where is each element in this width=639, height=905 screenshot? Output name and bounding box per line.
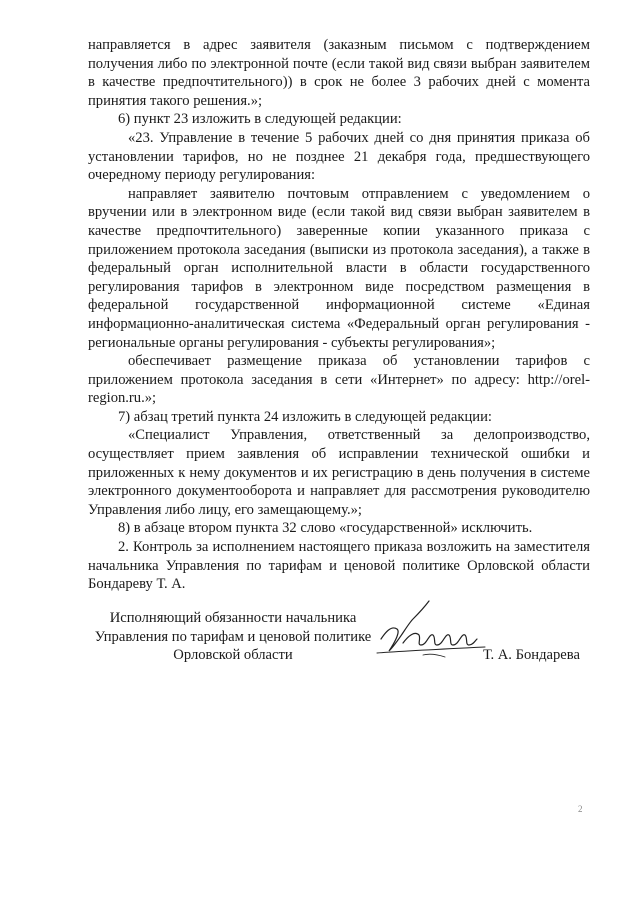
signatory-title [88, 609, 378, 665]
signatory-title-line: Орловской области [173, 647, 293, 664]
signature-block [88, 609, 590, 669]
handwritten-signature [373, 595, 493, 665]
paragraph-continuation: направляется в адрес заявителя (заказным письмом с подтверждением получения либо по электронной почте (если такой вид связи выбран заявителем в качестве предпочтительного)) в срок не более 3 рабочих дней с момента принятия такого решения.»; [88, 37, 590, 109]
page-number: 2 [578, 804, 583, 814]
document-body [88, 36, 590, 594]
paragraph-sends-applicant: направляет заявителю почтовым отправлением с уведомлением о вручении или в электронном виде (если такой вид связи выбран заявителем в качестве предпочтительного) заверенные копии указанного приказа с приложением протокола заседания (выписки из протокола заседания), а также в федеральный орган исполнительной власти в области государственного регулирования тарифов в электронном виде посредством размещения в федеральной государственной информационной системе «Единая информационно-аналитическая система «Федеральный орган регулирования - региональные органы регулирования - субъекты регулирования»; [88, 185, 590, 351]
signatory-title-line: Исполняющий обязанности начальника [109, 610, 357, 626]
paragraph-item-7: 7) абзац третий пункта 24 изложить в следующей редакции: [118, 408, 492, 425]
paragraph-publication: обеспечивает размещение приказа об установлении тарифов с приложением протокола заседания в сети «Интернет» по адресу: http://orel-region.ru.»; [88, 353, 590, 407]
paragraph-specialist: «Специалист Управления, ответственный за делопроизводство, осуществляет прием заявления об исправлении технической ошибки и приложенных к нему документов и их регистрацию в день получения в системе электронного документооборота и направляет для рассмотрения руководителю Управления либо лицу, его замещающему.»; [88, 427, 590, 518]
signatory-title-line: Управления по тарифам и ценовой политике [94, 628, 372, 645]
paragraph-control: 2. Контроль за исполнением настоящего приказа возложить на заместителя начальника Управления по тарифам и ценовой политике Орловской области Бондареву Т. А. [88, 539, 590, 593]
paragraph-item-8: 8) в абзаце втором пункта 32 слово «государственной» исключить. [118, 520, 533, 537]
paragraph-item-6: 6) пункт 23 изложить в следующей редакции: [118, 111, 402, 128]
signatory-name: Т. А. Бондарева [483, 647, 580, 663]
paragraph-clause-23: «23. Управление в течение 5 рабочих дней со дня принятия приказа об установлении тарифов, но не позднее 21 декабря года, предшествующего очередному периоду регулирования: [88, 129, 590, 184]
